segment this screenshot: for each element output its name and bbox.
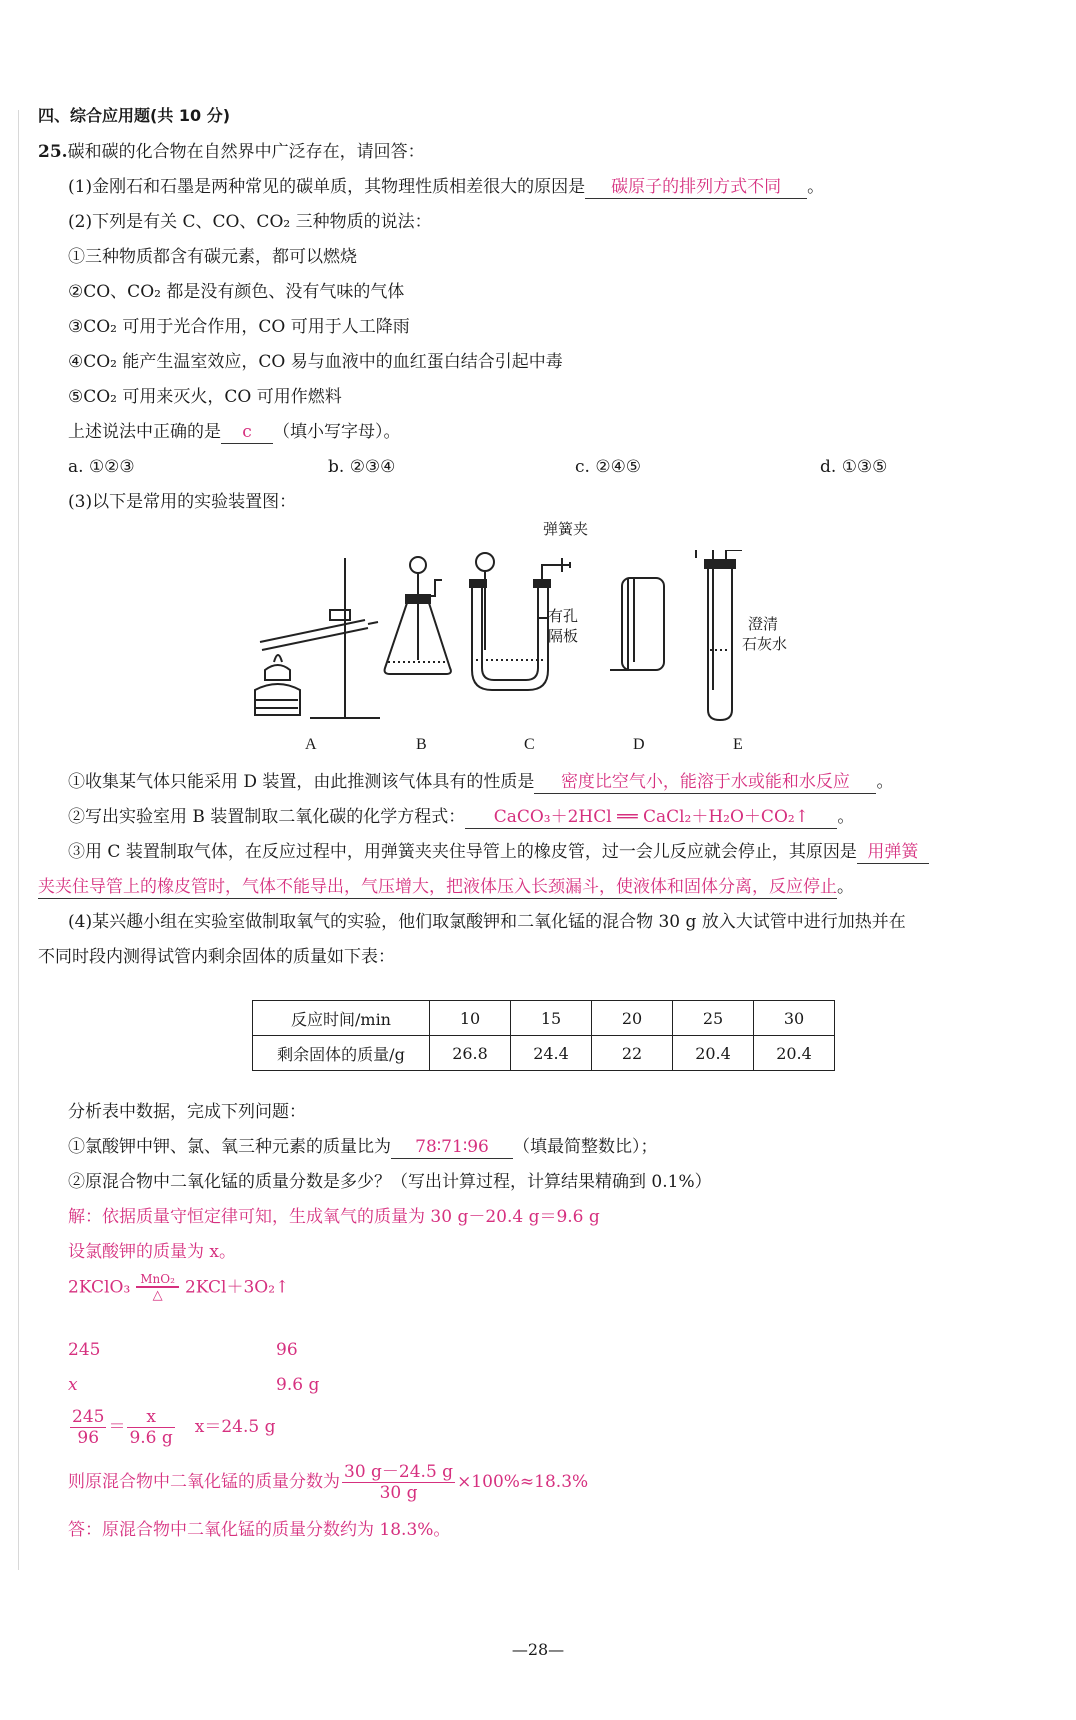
question-number: 25. <box>38 142 68 162</box>
table-cell: 20.4 <box>754 1036 835 1071</box>
ratio-row1-right: 96 <box>276 1340 298 1360</box>
ratio-row2-right: 9.6 g <box>276 1375 320 1395</box>
table-cell: 20.4 <box>673 1036 754 1071</box>
period: 。 <box>837 807 855 827</box>
table-cell: 20 <box>592 1001 673 1036</box>
mass-fraction-prefix: 则原混合物中二氧化锰的质量分数为 <box>68 1472 340 1492</box>
equals-sign: ＝ <box>108 1417 126 1437</box>
catalyst-label: MnO₂ <box>136 1272 179 1288</box>
period: 。 <box>876 772 894 792</box>
option-c: c. ②④⑤ <box>575 457 642 477</box>
part3-q1-text: ①收集某气体只能采用 D 装置，由此推测该气体具有的性质是 <box>68 772 535 792</box>
part4-text-2: 不同时段内测得试管内剩余固体的质量如下表： <box>38 947 395 967</box>
data-table <box>252 1000 835 1071</box>
fraction-denominator: 9.6 g <box>129 1428 173 1448</box>
part2-prompt-line <box>68 420 401 444</box>
part4-text-1: (4)某兴趣小组在实验室做制取氧气的实验，他们取氯酸钾和二氧化锰的混合物 30 g 放入大试管中进行加热并在 <box>68 912 906 932</box>
part1-end: 。 <box>807 177 825 197</box>
stem-text: 碳和碳的化合物在自然界中广泛存在，请回答： <box>67 142 425 162</box>
equation-right: 2KCl＋3O₂↑ <box>184 1277 290 1298</box>
table-row-header: 剩余固体的质量/g <box>253 1036 430 1071</box>
part4-q1-suffix: （填最简整数比）； <box>513 1137 658 1157</box>
x-result: x＝24.5 g <box>194 1417 276 1437</box>
part3-q1-line <box>68 770 893 794</box>
reaction-condition <box>136 1272 179 1304</box>
fraction-numerator: x <box>127 1407 174 1428</box>
label-d: D <box>633 736 645 753</box>
chemical-equation <box>68 1272 289 1304</box>
statement-5: ⑤CO₂ 可用来灭火，CO 可用作燃料 <box>68 387 342 407</box>
part3-q3-answer-1: 用弹簧 <box>857 841 929 864</box>
table-row-header: 反应时间/min <box>253 1001 430 1036</box>
part1-line <box>68 175 824 199</box>
heat-symbol: △ <box>152 1288 163 1303</box>
part2-intro: (2)下列是有关 C、CO、CO₂ 三种物质的说法： <box>68 212 432 232</box>
solution-line-2: 设氯酸钾的质量为 x。 <box>68 1242 236 1262</box>
solution-line-1: 解：依据质量守恒定律可知，生成氧气的质量为 30 g－20.4 g＝9.6 g <box>68 1207 600 1227</box>
part3-q3-answer-2: 夹夹住导管上的橡皮管时，气体不能导出，气压增大，把液体压入长颈漏斗，使液体和固体分离，反应停止 <box>38 877 837 897</box>
part2-suffix: （填小写字母）。 <box>273 422 401 442</box>
fraction-numerator: 30 g－24.5 g <box>344 1462 454 1482</box>
fraction <box>342 1462 455 1503</box>
mass-fraction-suffix: ×100%≈18.3% <box>457 1472 589 1492</box>
ratio-row2-left: x <box>68 1375 78 1395</box>
part3-q2-text: ②写出实验室用 B 装置制取二氧化碳的化学方程式： <box>68 807 466 827</box>
apparatus-b <box>385 557 451 674</box>
part3-q3-line-2 <box>38 875 854 899</box>
part4-q1-line <box>68 1135 658 1159</box>
part3-intro: (3)以下是常用的实验装置图： <box>68 492 297 512</box>
table-cell: 15 <box>511 1001 592 1036</box>
ratio-row1-left: 245 <box>68 1340 101 1360</box>
equation-left: 2KClO₃ <box>68 1277 131 1298</box>
perforated-plate-label-1: 有孔 <box>548 607 579 625</box>
part2-prompt: 上述说法中正确的是 <box>68 422 221 442</box>
part3-q2-answer: CaCO₃＋2HCl ══ CaCl₂＋H₂O＋CO₂↑ <box>465 806 837 829</box>
statement-3: ③CO₂ 可用于光合作用，CO 可用于人工降雨 <box>68 317 410 337</box>
part3-q2-line <box>68 805 854 829</box>
label-e: E <box>733 736 743 753</box>
label-b: B <box>416 736 427 753</box>
fraction-denominator: 30 g <box>379 1483 418 1503</box>
apparatus-diagram <box>250 550 810 735</box>
part3-q1-answer: 密度比空气小，能溶于水或能和水反应 <box>534 771 876 794</box>
apparatus-d <box>610 578 664 670</box>
perforated-plate-label-2: 隔板 <box>548 627 579 645</box>
spring-clip-label: 弹簧夹 <box>543 520 589 538</box>
fraction <box>70 1407 106 1448</box>
proportion-line <box>68 1405 276 1449</box>
fraction-numerator: 245 <box>72 1407 105 1427</box>
table-row <box>253 1001 835 1036</box>
table-cell: 10 <box>430 1001 511 1036</box>
fraction-denominator: 96 <box>77 1428 100 1448</box>
table-cell: 25 <box>673 1001 754 1036</box>
part4-q1-answer: 78∶71∶96 <box>391 1136 513 1159</box>
table-cell: 26.8 <box>430 1036 511 1071</box>
mass-fraction-line <box>68 1460 588 1504</box>
fraction <box>127 1407 174 1448</box>
option-d: d. ①③⑤ <box>820 457 888 477</box>
part2-answer: c <box>221 421 273 444</box>
part1-answer: 碳原子的排列方式不同 <box>585 176 807 199</box>
part4-q1-text: ①氯酸钾中钾、氯、氧三种元素的质量比为 <box>68 1137 391 1157</box>
option-b: b. ②③④ <box>328 457 396 477</box>
option-a: a. ①②③ <box>68 457 135 477</box>
table-cell: 22 <box>592 1036 673 1071</box>
apparatus-e <box>696 550 742 720</box>
table-cell: 30 <box>754 1001 835 1036</box>
table-cell: 24.4 <box>511 1036 592 1071</box>
page-number: —28— <box>511 1640 565 1659</box>
section-title: 四、综合应用题(共 10 分) <box>38 106 231 125</box>
limewater-label-2: 石灰水 <box>742 635 788 653</box>
table-row <box>253 1036 835 1071</box>
apparatus-a <box>255 558 380 718</box>
question-stem <box>38 140 425 164</box>
period: 。 <box>837 877 854 897</box>
statement-1: ①三种物质都含有碳元素，都可以燃烧 <box>68 247 357 267</box>
label-a: A <box>305 736 317 753</box>
margin-line <box>18 110 19 1570</box>
limewater-label-1: 澄清 <box>748 615 779 633</box>
part3-q3-text: ③用 C 装置制取气体，在反应过程中，用弹簧夹夹住导管上的橡皮管，过一会儿反应就会停止，其原因是 <box>68 842 857 862</box>
part4-q2-text: ②原混合物中二氧化锰的质量分数是多少？（写出计算过程，计算结果精确到 0.1%） <box>68 1172 712 1192</box>
part1-text: (1)金刚石和石墨是两种常见的碳单质，其物理性质相差很大的原因是 <box>68 177 586 197</box>
part3-q3-line <box>68 840 929 864</box>
label-c: C <box>524 736 535 753</box>
part4-analyze: 分析表中数据，完成下列问题： <box>68 1102 306 1122</box>
statement-4: ④CO₂ 能产生温室效应，CO 易与血液中的血红蛋白结合引起中毒 <box>68 352 563 372</box>
statement-2: ②CO、CO₂ 都是没有颜色、没有气味的气体 <box>68 282 405 302</box>
final-answer: 答：原混合物中二氧化锰的质量分数约为 18.3%。 <box>68 1520 451 1540</box>
